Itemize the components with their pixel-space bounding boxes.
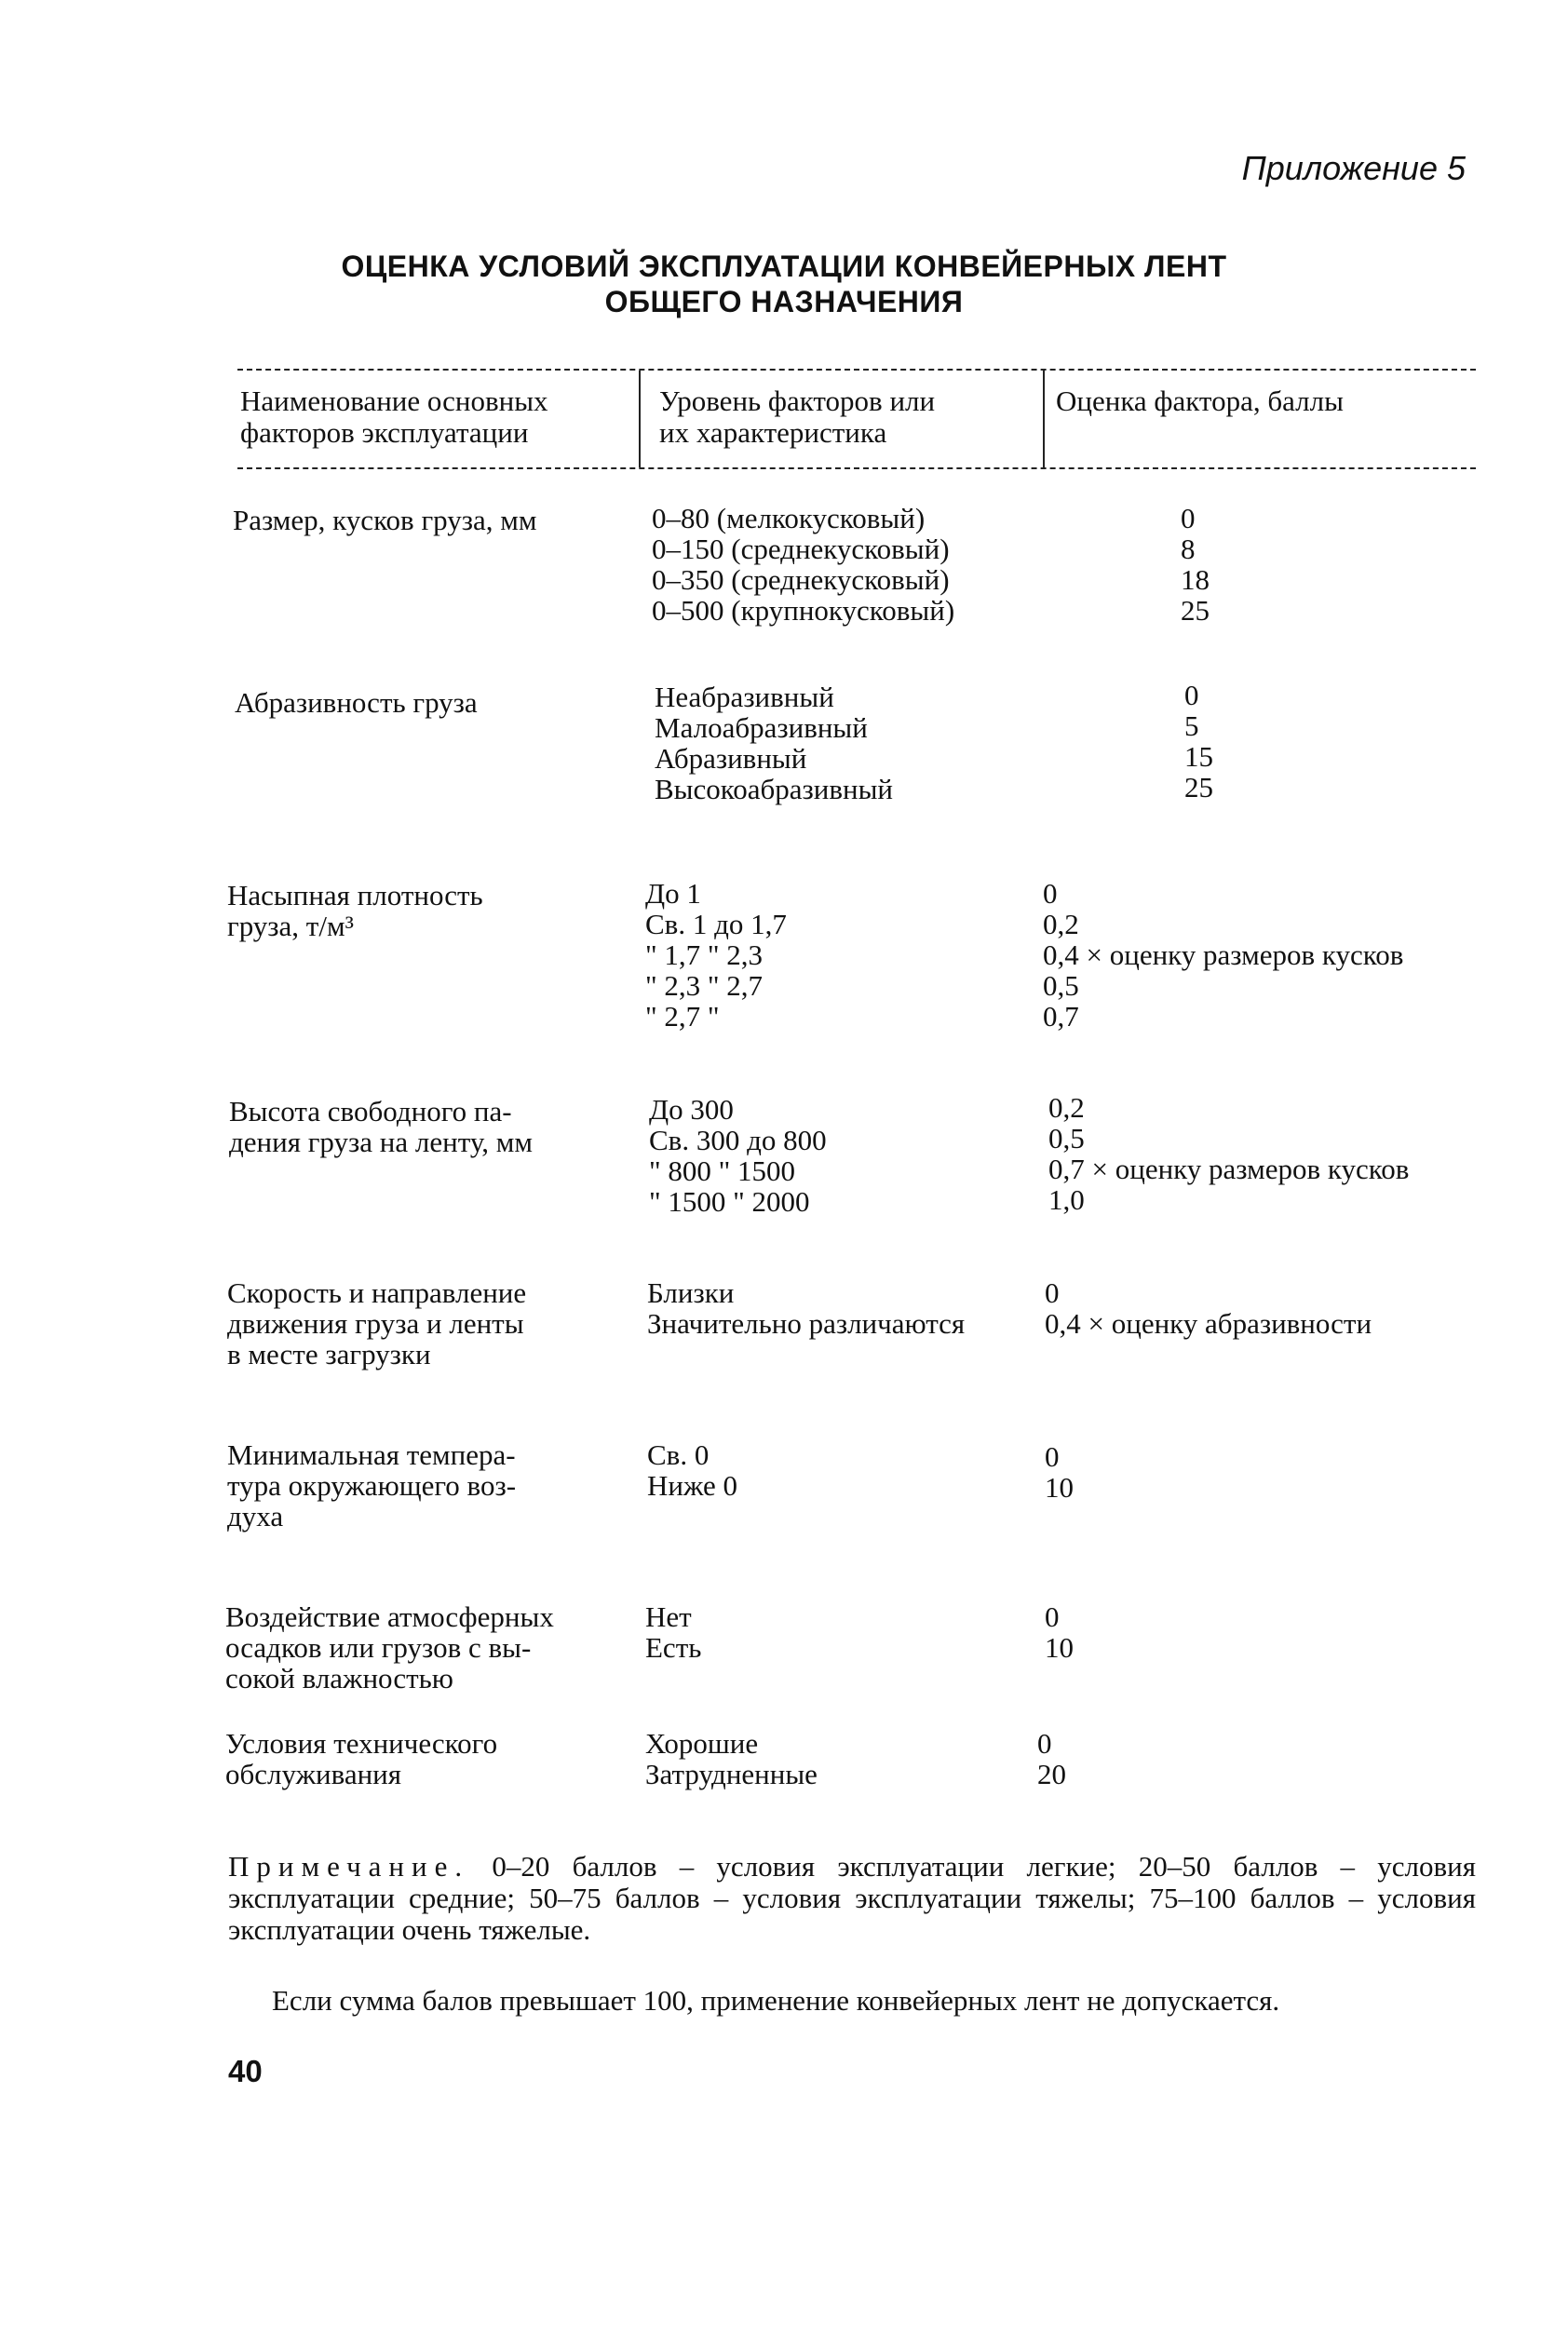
table-row-1-factor: Размер, кусков груза, мм bbox=[233, 504, 537, 536]
table-header-bottom-rule bbox=[237, 467, 1476, 469]
table-row-8-levels: Хорошие Затрудненные bbox=[645, 1727, 818, 1790]
table-row-1-scores: 0 8 18 25 bbox=[1181, 502, 1210, 627]
header-factor-name: Наименование основных факторов эксплуатации bbox=[240, 385, 548, 449]
note-text: 0–20 баллов – условия эксплуатации легкие; 20–50 баллов – условия эксплуатации средние; 50–75 баллов – условия эксплуатации тяжелы; 75–100 баллов – условия эксплуатации очень тяжелые. bbox=[228, 1850, 1477, 1946]
document-title-line-1: ОЦЕНКА УСЛОВИЙ ЭКСПЛУАТАЦИИ КОНВЕЙЕРНЫХ ЛЕНТ bbox=[341, 250, 1227, 283]
table-row-4-factor: Высота свободного па- дения груза на ленту, мм bbox=[229, 1095, 533, 1158]
table-row-7-scores: 0 10 bbox=[1045, 1600, 1074, 1664]
table-row-5-factor: Скорость и направление движения груза и ленты в месте загрузки bbox=[227, 1276, 527, 1370]
table-row-1-levels: 0–80 (мелкокусковый) 0–150 (среднекусковый) 0–350 (среднекусковый) 0–500 (крупнокусковый) bbox=[652, 502, 955, 627]
note-label: Примечание. bbox=[228, 1850, 470, 1883]
table-row-2-levels: Неабразивный Малоабразивный Абразивный Высокоабразивный bbox=[655, 681, 894, 805]
table-row-3-factor: Насыпная плотность груза, т/м³ bbox=[227, 879, 483, 942]
table-row-8-scores: 0 20 bbox=[1037, 1727, 1066, 1790]
table-row-2-factor: Абразивность груза bbox=[235, 686, 478, 719]
table-row-6-scores: 0 10 bbox=[1045, 1440, 1074, 1504]
table-row-4-levels: До 300 Св. 300 до 800 " 800 " 1500 " 1500 " 2000 bbox=[649, 1093, 827, 1218]
table-row-7-levels: Нет Есть bbox=[645, 1600, 702, 1664]
header-factor-level: Уровень факторов или их характеристика bbox=[659, 385, 936, 449]
appendix-label: Приложение 5 bbox=[1241, 149, 1466, 187]
header-divider-1 bbox=[639, 371, 641, 467]
document-title-line-2: ОБЩЕГО НАЗНАЧЕНИЯ bbox=[604, 285, 964, 318]
table-top-rule bbox=[237, 369, 1476, 371]
table-row-4-scores: 0,2 0,5 0,7 × оценку размеров кусков 1,0 bbox=[1048, 1091, 1410, 1216]
table-row-5-scores: 0 0,4 × оценку абразивности bbox=[1045, 1276, 1372, 1340]
table-row-6-factor: Минимальная темпера- тура окружающего воз- духа bbox=[227, 1438, 517, 1532]
table-row-3-levels: До 1 Св. 1 до 1,7 " 1,7 " 2,3 " 2,3 " 2,7 " 2,7 " bbox=[645, 877, 787, 1033]
table-row-2-scores: 0 5 15 25 bbox=[1184, 679, 1213, 803]
header-divider-2 bbox=[1043, 371, 1045, 467]
page-number: 40 bbox=[228, 2054, 263, 2088]
table-row-7-factor: Воздействие атмосферных осадков или грузов с вы- сокой влажностью bbox=[225, 1600, 554, 1694]
table-row-8-factor: Условия технического обслуживания bbox=[225, 1727, 498, 1790]
table-row-5-levels: Близки Значительно различаются bbox=[647, 1276, 966, 1340]
final-remark: Если сумма балов превышает 100, применение конвейерных лент не допускается. bbox=[272, 1984, 1280, 2017]
table-row-6-levels: Св. 0 Ниже 0 bbox=[647, 1438, 737, 1502]
table-row-3-scores: 0 0,2 0,4 × оценку размеров кусков 0,5 0,7 bbox=[1043, 877, 1404, 1033]
header-factor-score: Оценка фактора, баллы bbox=[1056, 385, 1344, 417]
table-note bbox=[228, 1851, 1476, 1946]
